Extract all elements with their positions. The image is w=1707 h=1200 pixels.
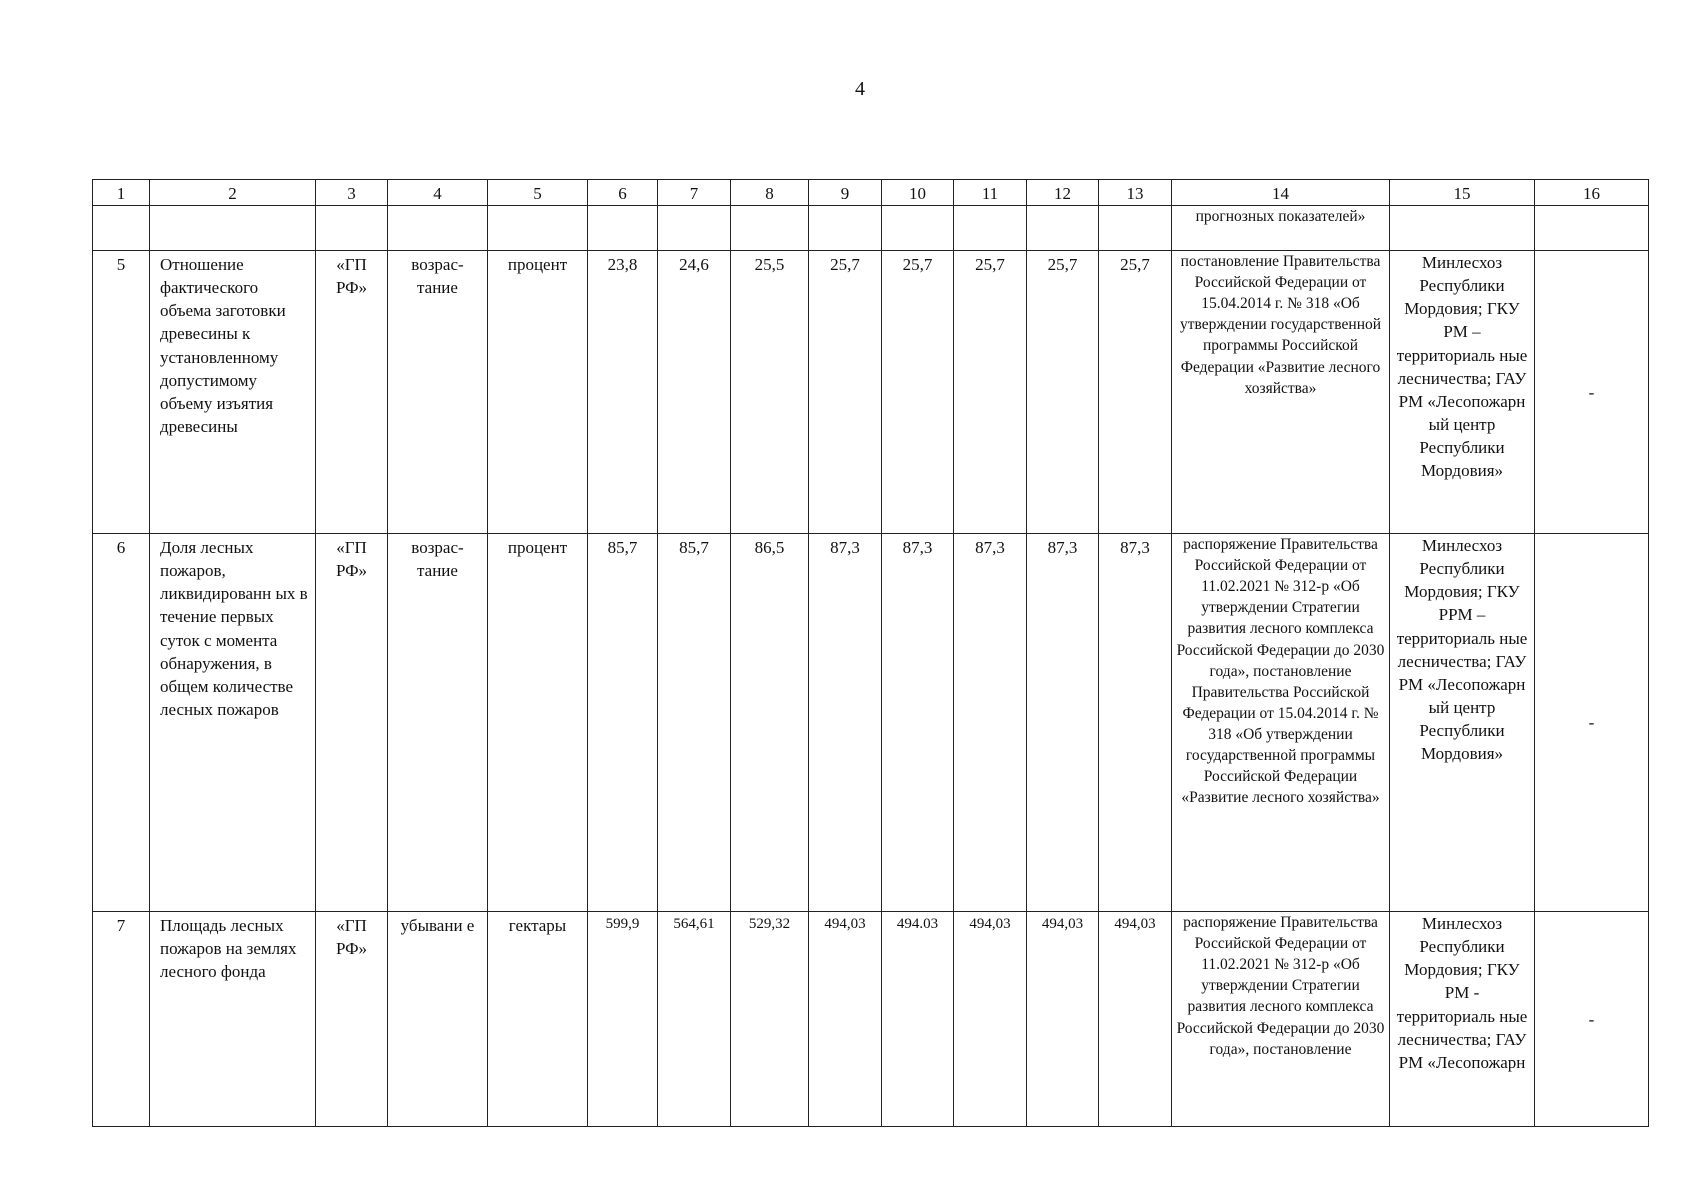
table-row bbox=[93, 912, 1649, 1127]
indicator-trend: возрас-тание bbox=[388, 251, 488, 534]
col-header: 14 bbox=[1172, 180, 1390, 206]
value-cell: 494,03 bbox=[1099, 912, 1172, 1127]
col-header: 6 bbox=[588, 180, 658, 206]
responsible-org: Минлесхоз Республики Мордовия; ГКУ РМ – территориаль ные лесничества; ГАУ РМ «Лесопожарн ый центр Республики Мордовия» bbox=[1390, 251, 1535, 534]
col16-value: - bbox=[1535, 912, 1649, 1127]
legal-document: распоряжение Правительства Российской Федерации от 11.02.2021 № 312-р «Об утверждении Стратегии развития лесного комплекса Российской Федерации до 2030 года», постановление bbox=[1172, 912, 1390, 1127]
col-header: 9 bbox=[809, 180, 882, 206]
col-header: 12 bbox=[1027, 180, 1099, 206]
indicators-table bbox=[92, 179, 1649, 1127]
indicator-trend: убывани е bbox=[388, 912, 488, 1127]
value-cell: 87,3 bbox=[954, 534, 1027, 912]
col-header: 10 bbox=[882, 180, 954, 206]
column-number-row bbox=[93, 180, 1649, 206]
responsible-org: Минлесхоз Республики Мордовия; ГКУ РРМ – территориаль ные лесничества; ГАУ РМ «Лесопожарн ый центр Республики Мордовия» bbox=[1390, 534, 1535, 912]
value-cell: 87,3 bbox=[809, 534, 882, 912]
responsible-org: Минлесхоз Республики Мордовия; ГКУ РМ - территориаль ные лесничества; ГАУ РМ «Лесопожарн bbox=[1390, 912, 1535, 1127]
indicator-source: «ГП РФ» bbox=[316, 912, 388, 1127]
col-header: 15 bbox=[1390, 180, 1535, 206]
indicator-unit: процент bbox=[488, 534, 588, 912]
indicator-unit: процент bbox=[488, 251, 588, 534]
legal-document: распоряжение Правительства Российской Федерации от 11.02.2021 № 312-р «Об утверждении Стратегии развития лесного комплекса Российской Федерации до 2030 года», постановление Правительства Российской Федерации от 15.04.2014 г. № 318 «Об утверждении государственной программы Российской Федерации «Развитие лесного хозяйства» bbox=[1172, 534, 1390, 912]
row-number: 6 bbox=[93, 534, 150, 912]
continuation-row bbox=[93, 206, 1649, 251]
value-cell: 494,03 bbox=[809, 912, 882, 1127]
value-cell: 24,6 bbox=[658, 251, 731, 534]
value-cell: 86,5 bbox=[731, 534, 809, 912]
value-cell: 87,3 bbox=[1027, 534, 1099, 912]
value-cell: 25,7 bbox=[954, 251, 1027, 534]
indicator-unit: гектары bbox=[488, 912, 588, 1127]
indicator-trend: возрас-тание bbox=[388, 534, 488, 912]
indicator-name: Площадь лесных пожаров на землях лесного фонда bbox=[150, 912, 316, 1127]
row-number: 7 bbox=[93, 912, 150, 1127]
value-cell: 494.03 bbox=[882, 912, 954, 1127]
value-cell: 25,7 bbox=[809, 251, 882, 534]
page-number: 4 bbox=[855, 78, 865, 100]
value-cell: 494,03 bbox=[1027, 912, 1099, 1127]
value-cell: 85,7 bbox=[588, 534, 658, 912]
col16-value: - bbox=[1535, 251, 1649, 534]
indicator-name: Отношение фактического объема заготовки древесины к установленному допустимому объему изъятия древесины bbox=[150, 251, 316, 534]
value-cell: 25,7 bbox=[1027, 251, 1099, 534]
value-cell: 23,8 bbox=[588, 251, 658, 534]
indicator-source: «ГП РФ» bbox=[316, 251, 388, 534]
col-header: 1 bbox=[93, 180, 150, 206]
value-cell: 564,61 bbox=[658, 912, 731, 1127]
indicator-source: «ГП РФ» bbox=[316, 534, 388, 912]
col-header: 2 bbox=[150, 180, 316, 206]
value-cell: 599,9 bbox=[588, 912, 658, 1127]
value-cell: 25,5 bbox=[731, 251, 809, 534]
value-cell: 85,7 bbox=[658, 534, 731, 912]
col-header: 13 bbox=[1099, 180, 1172, 206]
table-row bbox=[93, 251, 1649, 534]
col-header: 7 bbox=[658, 180, 731, 206]
col-header: 16 bbox=[1535, 180, 1649, 206]
col-header: 4 bbox=[388, 180, 488, 206]
col-header: 3 bbox=[316, 180, 388, 206]
value-cell: 87,3 bbox=[882, 534, 954, 912]
legal-document: постановление Правительства Российской Федерации от 15.04.2014 г. № 318 «Об утверждении государственной программы Российской Федерации «Развитие лесного хозяйства» bbox=[1172, 251, 1390, 534]
indicator-name: Доля лесных пожаров, ликвидированн ых в течение первых суток с момента обнаружения, в общем количестве лесных пожаров bbox=[150, 534, 316, 912]
row-number: 5 bbox=[93, 251, 150, 534]
col16-value: - bbox=[1535, 534, 1649, 912]
value-cell: 494,03 bbox=[954, 912, 1027, 1127]
col-header: 8 bbox=[731, 180, 809, 206]
col-header: 5 bbox=[488, 180, 588, 206]
value-cell: 25,7 bbox=[882, 251, 954, 534]
value-cell: 529,32 bbox=[731, 912, 809, 1127]
value-cell: 87,3 bbox=[1099, 534, 1172, 912]
col-header: 11 bbox=[954, 180, 1027, 206]
table-row bbox=[93, 534, 1649, 912]
value-cell: 25,7 bbox=[1099, 251, 1172, 534]
continuation-text: прогнозных показателей» bbox=[1172, 206, 1390, 251]
